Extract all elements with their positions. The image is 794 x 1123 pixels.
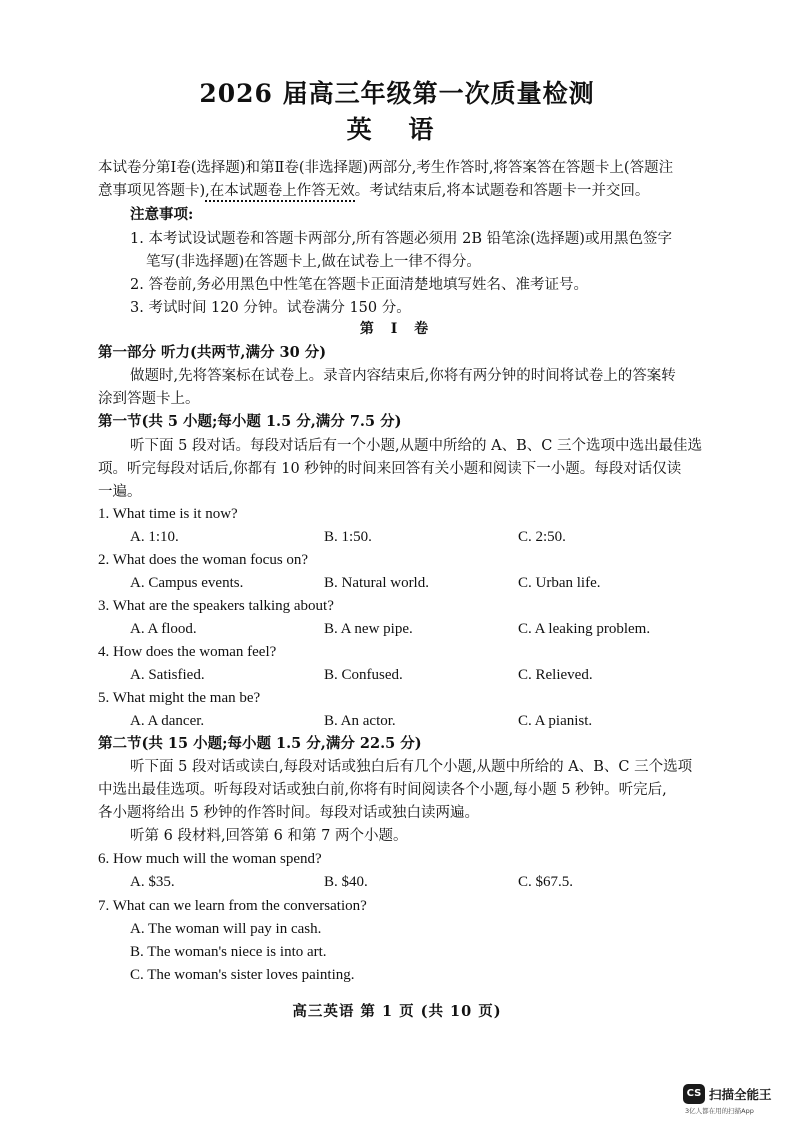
q6-option-c: C. $67.5.: [518, 874, 574, 890]
section2-desc-b: 中选出最佳选项。听每段对话或独白前,你将有时间阅读各个小题,每小题 5 秒钟。听完后,: [98, 782, 667, 798]
q2-option-b: B. Natural world.: [324, 575, 429, 591]
scanner-watermark: [683, 1084, 783, 1118]
question-4: 4. How does the woman feel?: [98, 644, 277, 660]
intro-line-2-start: 意事项见答题卡): [98, 183, 206, 199]
intro-line-1: 本试卷分第Ⅰ卷(选择题)和第Ⅱ卷(非选择题)两部分,考生作答时,将答案答在答题卡上(答题注: [98, 160, 674, 176]
section1-desc-a: 听下面 5 段对话。每段对话后有一个小题,从题中所给的 A、B、C 三个选项中选出最佳选: [130, 438, 702, 454]
q4-option-b: B. Confused.: [324, 667, 403, 683]
subject-title: 英 语: [346, 115, 448, 144]
note-1b: 笔写(非选择题)在答题卡上,做在试卷上一律不得分。: [146, 254, 481, 270]
section2-desc-a: 听下面 5 段对话或读白,每段对话或独白后有几个小题,从题中所给的 A、B、C 三个选项: [130, 759, 693, 775]
q1-option-a: A. 1:10.: [130, 529, 179, 545]
q5-option-a: A. A dancer.: [130, 713, 205, 729]
intro-line-2-end: 。考试结束后,将本试题卷和答题卡一并交回。: [354, 183, 650, 199]
section1-heading: 第一节(共 5 小题;每小题 1.5 分,满分 7.5 分): [98, 413, 402, 430]
note-2: 2. 答卷前,务必用黑色中性笔在答题卡正面清楚地填写姓名、准考证号。: [130, 277, 589, 293]
q5-option-b: B. An actor.: [324, 713, 396, 729]
q1-option-b: B. 1:50.: [324, 529, 372, 545]
question-7: 7. What can we learn from the conversation?: [98, 898, 367, 914]
section2-heading: 第二节(共 15 小题;每小题 1.5 分,满分 22.5 分): [98, 735, 422, 752]
question-5: 5. What might the man be?: [98, 690, 261, 706]
watermark-tagline: 3亿人都在用的扫描App: [685, 1107, 754, 1115]
volume-label: 第 Ⅰ 卷: [359, 321, 435, 337]
q3-option-c: C. A leaking problem.: [518, 621, 651, 637]
notes-heading: 注意事项:: [130, 206, 194, 223]
intro-line-2-dotted: ,在本试题卷上作答无效: [205, 183, 355, 202]
q7-option-b: B. The woman's niece is into art.: [130, 944, 327, 960]
q1-option-c: C. 2:50.: [518, 529, 566, 545]
part1-desc-b: 涂到答题卡上。: [98, 391, 200, 407]
camscanner-logo-icon: CS: [683, 1084, 705, 1104]
section2-desc-c: 各小题将给出 5 秒钟的作答时间。每段对话或独白读两遍。: [98, 805, 479, 821]
intro-line-2: [98, 181, 728, 201]
q6-option-b: B. $40.: [324, 874, 368, 890]
q7-option-a: A. The woman will pay in cash.: [130, 921, 322, 937]
note-1a: 1. 本考试设试题卷和答题卡两部分,所有答题必须用 2B 铅笔涂(选择题)或用黑色签字: [130, 231, 672, 247]
question-6: 6. How much will the woman spend?: [98, 851, 322, 867]
q4-option-a: A. Satisfied.: [130, 667, 205, 683]
section1-desc-c: 一遍。: [98, 484, 142, 500]
section1-desc-b: 项。听完每段对话后,你都有 10 秒钟的时间来回答有关小题和阅读下一小题。每段对话仅读: [98, 461, 682, 477]
part1-heading: 第一部分 听力(共两节,满分 30 分): [98, 344, 327, 361]
page-footer: 高三英语 第 1 页 (共 10 页): [292, 1003, 502, 1020]
q5-option-c: C. A pianist.: [518, 713, 593, 729]
watermark-app-name: 扫描全能王: [709, 1087, 772, 1102]
question-2: 2. What does the woman focus on?: [98, 552, 309, 568]
note-3: 3. 考试时间 120 分钟。试卷满分 150 分。: [130, 300, 411, 316]
q3-option-a: A. A flood.: [130, 621, 197, 637]
q6-option-a: A. $35.: [130, 874, 175, 890]
q2-option-a: A. Campus events.: [130, 575, 244, 591]
exam-title: 2026 届高三年级第一次质量检测: [199, 79, 595, 108]
question-3: 3. What are the speakers talking about?: [98, 598, 334, 614]
question-1: 1. What time is it now?: [98, 506, 238, 522]
q3-option-b: B. A new pipe.: [324, 621, 413, 637]
q2-option-c: C. Urban life.: [518, 575, 601, 591]
part1-desc-a: 做题时,先将答案标在试卷上。录音内容结束后,你将有两分钟的时间将试卷上的答案转: [130, 368, 676, 384]
material-6-instruction: 听第 6 段材料,回答第 6 和第 7 两个小题。: [130, 828, 408, 844]
q4-option-c: C. Relieved.: [518, 667, 593, 683]
q7-option-c: C. The woman's sister loves painting.: [130, 967, 355, 983]
